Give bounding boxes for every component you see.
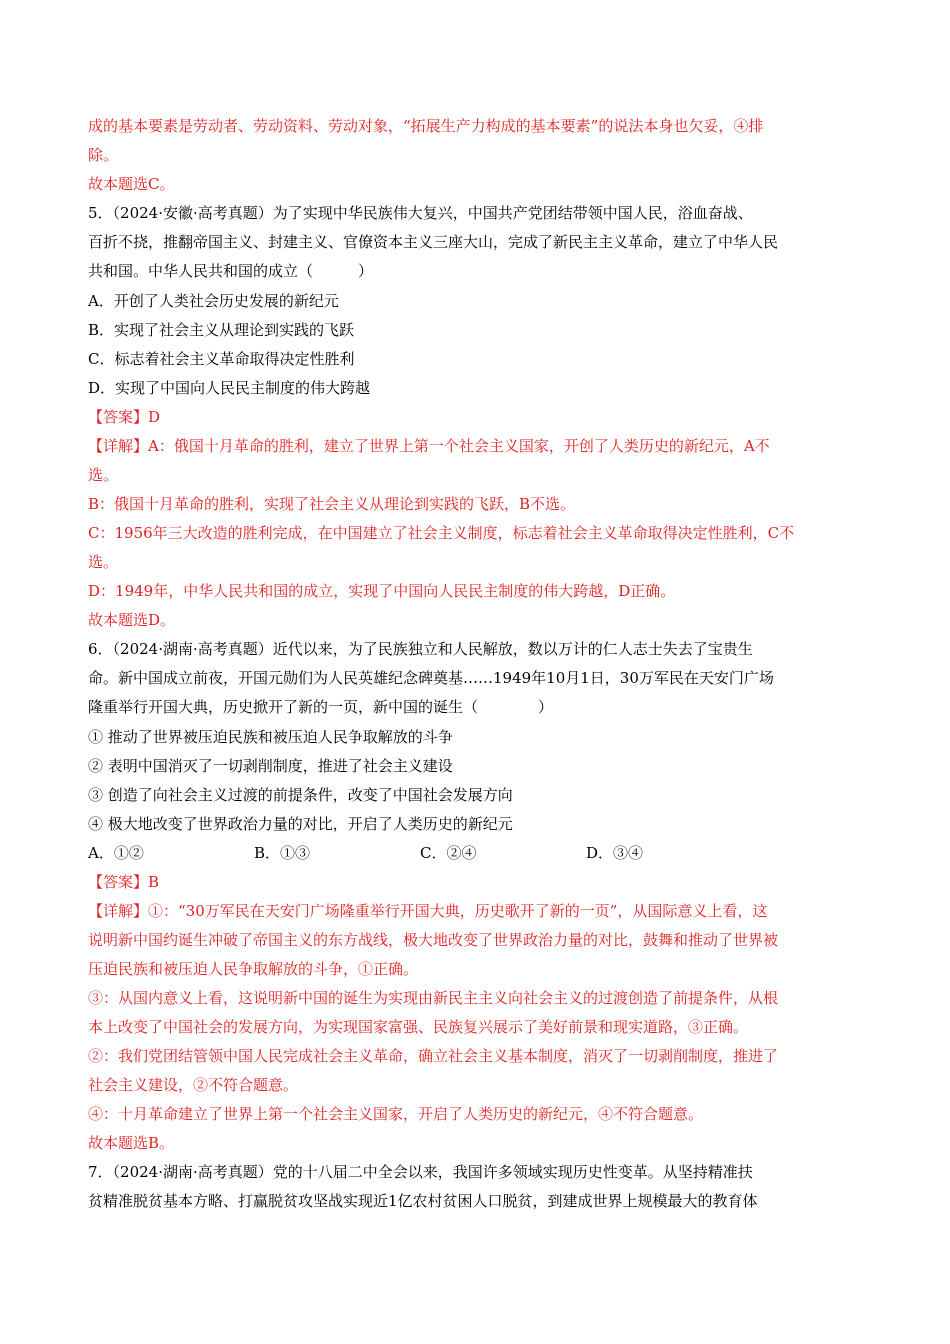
answer-label: 【答案】D <box>88 408 161 426</box>
explanation-line: 选。 <box>88 466 119 484</box>
question-6-stem: 6．（2024·湖南·高考真题）近代以来，为了民族独立和人民解放，数以万计的仁人志士失去了宝贵生 <box>88 640 753 658</box>
conclusion: 故本题选B。 <box>88 1134 175 1152</box>
option-c: C．②④ <box>420 844 477 862</box>
question-6-stem: 隆重举行开国大典，历史掀开了新的一页，新中国的诞生（ ） <box>88 698 554 716</box>
option-d: D．实现了中国向人民民主制度的伟大跨越 <box>88 379 371 397</box>
options-row <box>88 839 752 867</box>
statement-item: ④ 极大地改变了世界政治力量的对比，开启了人类历史的新纪元 <box>88 815 513 833</box>
option-b: B．①③ <box>254 844 311 862</box>
explanation-line: 本上改变了中国社会的发展方向，为实现国家富强、民族复兴展示了美好前景和现实道路，③正确。 <box>88 1018 749 1036</box>
explanation-line: ④：十月革命建立了世界上第一个社会主义国家，开启了人类历史的新纪元，④不符合题意。 <box>88 1105 704 1123</box>
statement-item: ① 推动了世界被压迫民族和被压迫人民争取解放的斗争 <box>88 728 453 746</box>
option-d: D．③④ <box>586 844 644 862</box>
question-7-stem: 7．（2024·湖南·高考真题）党的十八届二中全会以来，我国许多领域实现历史性变革。从坚持精准扶 <box>88 1163 753 1181</box>
explanation-line: 【详解】A：俄国十月革命的胜利，建立了世界上第一个社会主义国家，开创了人类历史的新纪元，A不 <box>88 437 770 455</box>
statement-item: ③ 创造了向社会主义过渡的前提条件，改变了中国社会发展方向 <box>88 786 513 804</box>
explanation-line: 说明新中国约诞生冲破了帝国主义的东方战线，极大地改变了世界政治力量的对比，鼓舞和推动了世界被 <box>88 931 779 949</box>
question-5-stem: 百折不挠，推翻帝国主义、封建主义、官僚资本主义三座大山，完成了新民主主义革命，建立了中华人民 <box>88 233 779 251</box>
explanation-line: D：1949年，中华人民共和国的成立，实现了中国向人民民主制度的伟大跨越，D正确。 <box>88 582 676 600</box>
explanation-line: 选。 <box>88 553 119 571</box>
explanation-line: C：1956年三大改造的胜利完成，在中国建立了社会主义制度，标志着社会主义革命取得决定性胜利，C不 <box>88 524 795 542</box>
conclusion: 故本题选D。 <box>88 611 176 629</box>
explanation-line: 压迫民族和被压迫人民争取解放的斗争，①正确。 <box>88 960 419 978</box>
question-6-stem: 命。新中国成立前夜，开国元勋们为人民英雄纪念碑奠基……1949年10月1日，30万军民在天安门广场 <box>88 669 774 687</box>
explanation-line: ②：我们党团结管领中国人民完成社会主义革命，确立社会主义基本制度，消灭了一切剥削制度，推进了 <box>88 1047 779 1065</box>
question-5-stem: 5．（2024·安徽·高考真题）为了实现中华民族伟大复兴，中国共产党团结带领中国人民，浴血奋战、 <box>88 204 753 222</box>
question-5-stem: 共和国。中华人民共和国的成立（ ） <box>88 262 374 280</box>
answer-label: 【答案】B <box>88 873 160 891</box>
option-c: C．标志着社会主义革命取得决定性胜利 <box>88 350 355 368</box>
option-b: B．实现了社会主义从理论到实践的飞跃 <box>88 321 355 339</box>
question-7-stem: 贫精准脱贫基本方略、打赢脱贫攻坚战实现近1亿农村贫困人口脱贫，到建成世界上规模最大的教育体 <box>88 1192 758 1210</box>
explanation-line: 社会主义建设，②不符合题意。 <box>88 1076 299 1094</box>
explanation-line: ③：从国内意义上看，这说明新中国的诞生为实现由新民主主义向社会主义的过渡创造了前提条件，从根 <box>88 989 779 1007</box>
explanation-line: 除。 <box>88 146 119 164</box>
statement-item: ② 表明中国消灭了一切剥削制度，推进了社会主义建设 <box>88 757 453 775</box>
option-a: A．①② <box>88 844 144 862</box>
explanation-line: 成的基本要素是劳动者、劳动资料、劳动对象，“拓展生产力构成的基本要素”的说法本身也欠妥，④排 <box>88 117 764 135</box>
explanation-line: 【详解】①：“30万军民在天安门广场隆重举行开国大典，历史歌开了新的一页”，从国际意义上看，这 <box>88 902 768 920</box>
explanation-line: B：俄国十月革命的胜利，实现了社会主义从理论到实践的飞跃，B不选。 <box>88 495 576 513</box>
option-a: A．开创了人类社会历史发展的新纪元 <box>88 292 339 310</box>
conclusion: 故本题选C。 <box>88 175 175 193</box>
